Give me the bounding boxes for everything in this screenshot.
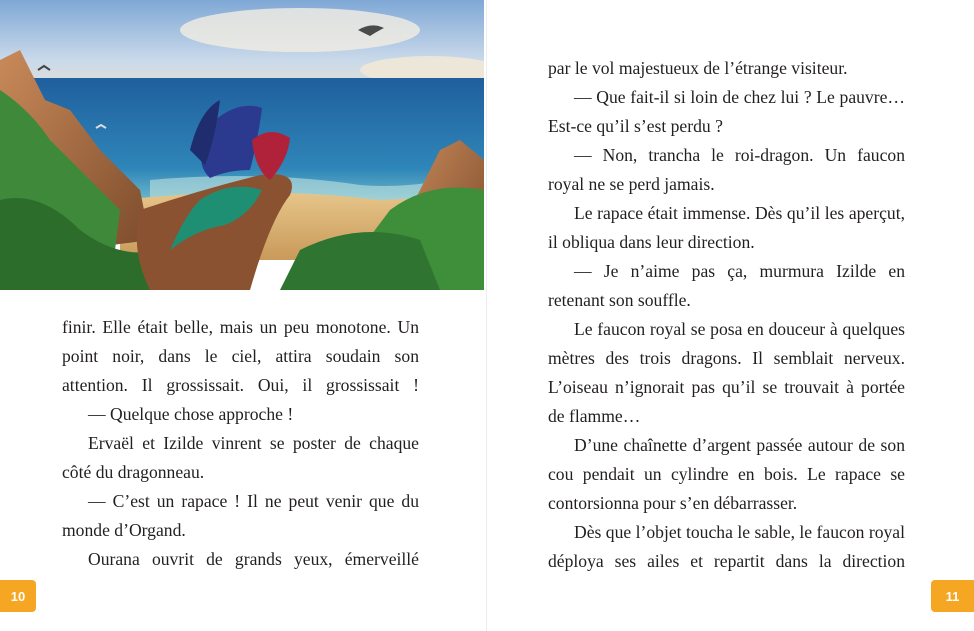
paragraph: D’une chaînette d’argent passée autour de son cou pendait un cylindre en bois. Le rapace se contorsionna pour s’en débarrasser.	[548, 435, 905, 513]
paragraph: — Non, trancha le roi-dragon. Un faucon royal ne se perd jamais.	[548, 145, 905, 194]
paragraph: — Quelque chose approche !	[88, 404, 294, 424]
dragons-on-cliff-illustration	[0, 0, 484, 290]
right-page	[487, 0, 974, 631]
left-page-text	[62, 313, 419, 574]
paragraph: Le faucon royal se posa en douceur à quelques mètres des trois dragons. Il semblait nerveux. L’oiseau n’ignorait pas qu’il se trouvait à portée de flamme…	[548, 319, 905, 426]
right-page-text	[548, 54, 905, 576]
page-number-right: 11	[931, 580, 974, 612]
paragraph: Dès que l’objet toucha le sable, le faucon royal déploya ses ailes et repartit dans la direction	[548, 522, 905, 571]
page-number-left: 10	[0, 580, 36, 612]
paragraph: — Que fait-il si loin de chez lui ? Le pauvre… Est-ce qu’il s’est perdu ?	[548, 87, 905, 136]
paragraph: Ervaël et Izilde vinrent se poster de chaque côté du dragonneau.	[62, 433, 419, 482]
paragraph: Le rapace était immense. Dès qu’il les aperçut, il obliqua dans leur direction.	[548, 203, 905, 252]
paragraph: — Je n’aime pas ça, murmura Izilde en retenant son souffle.	[548, 261, 905, 310]
paragraph: Ourana ouvrit de grands yeux, émerveillé	[88, 549, 419, 569]
paragraph: finir. Elle était belle, mais un peu monotone. Un point noir, dans le ciel, attira soudain son attention. Il grossissait. Oui, il grossissait !	[62, 317, 419, 395]
paragraph: — C’est un rapace ! Il ne peut venir que du monde d’Organd.	[62, 491, 419, 540]
paragraph: par le vol majestueux de l’étrange visiteur.	[548, 58, 848, 78]
